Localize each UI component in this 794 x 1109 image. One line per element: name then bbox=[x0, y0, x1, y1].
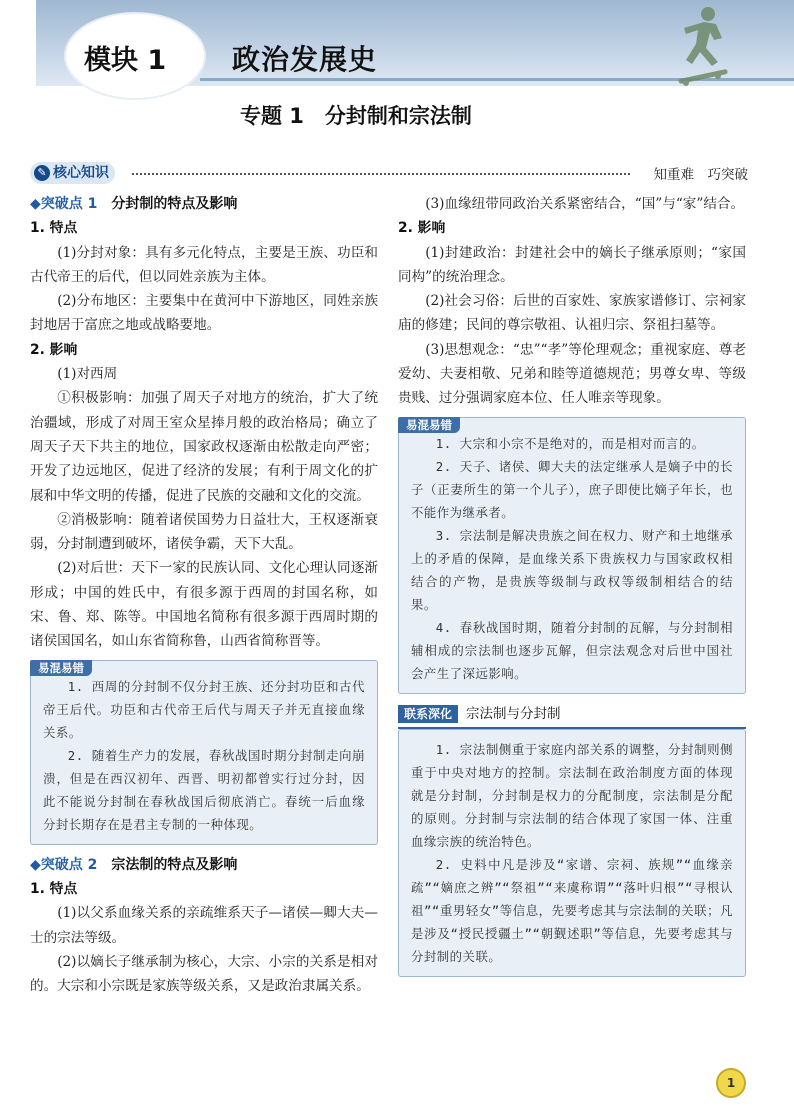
core-knowledge-tagline: 知重难 巧突破 bbox=[653, 167, 748, 183]
core-knowledge-label: 核心知识 bbox=[53, 165, 109, 181]
note-text: 1. 西周的分封制不仅分封王族、还分封功臣和古代帝王后代。功臣和古代帝王后代与周天子并无直接血缘关系。 bbox=[43, 678, 365, 740]
core-knowledge-bar bbox=[30, 162, 748, 184]
module-label: 模块 1 bbox=[84, 45, 167, 76]
section-heading: 1. 特点 bbox=[30, 880, 78, 897]
note-text: 4. 春秋战国时期，随着分封制的瓦解，与分封制相辅相成的宗法制也逐步瓦解，但宗法观念对后世中国社会产生了深远影响。 bbox=[411, 619, 733, 681]
link-deepen-box bbox=[398, 729, 746, 977]
note-text: 2. 随着生产力的发展，春秋战国时期分封制走向崩溃，但是在西汉初年、西晋、明初都曾实行过分封，因此不能说分封制在春秋战国后彻底消亡。春统一后血缘分封长期存在是君主专制的一种体现。 bbox=[43, 747, 365, 832]
section-heading: 2. 影响 bbox=[398, 220, 446, 237]
diamond-bullet-icon: ◆ bbox=[30, 196, 41, 212]
paragraph: ②消极影响：随着诸侯国势力日益壮大，王权逐渐衰弱，分封制遭到破坏，诸侯争霸，天下大乱。 bbox=[30, 511, 378, 553]
link-deepen-tag: 联系深化 bbox=[398, 705, 458, 723]
diamond-bullet-icon: ◆ bbox=[30, 856, 41, 873]
mistake-note-tag: 易混易错 bbox=[30, 660, 92, 676]
paragraph: (3)血缘纽带同政治关系紧密结合，“国”与“家”结合。 bbox=[425, 196, 745, 212]
point-1-name: 分封制的特点及影响 bbox=[111, 196, 238, 212]
dotted-divider bbox=[132, 173, 630, 175]
point-1-heading bbox=[30, 192, 378, 216]
note-text: 2. 史料中凡是涉及“家谱、宗祠、族规”“血缘亲疏”“嫡庶之辨”“祭祖”“来虞称谓”“落叶归根”“寻根认祖”“重男轻女”等信息，先要考虑其与宗法制的关联；凡是涉及“授民授疆土”“朝觐述职”等信息，先要考虑其与分封制的关联。 bbox=[411, 856, 733, 964]
point-1-label: 突破点 1 bbox=[40, 196, 98, 212]
paragraph: (2)社会习俗：后世的百家姓、家族家谱修订、宗祠家庙的修建；民间的尊宗敬祖、认祖归宗、祭祖扫墓等。 bbox=[398, 293, 746, 334]
note-text: 3. 宗法制是解决贵族之间在权力、财产和土地继承上的矛盾的保障，是血缘关系下贵族权力与国家政权相结合的产物，是贵族等级制与政权等级制相结合的结果。 bbox=[411, 527, 733, 612]
left-column bbox=[30, 192, 378, 998]
paragraph: (2)对后世：天下一家的民族认同、文化心理认同逐渐形成；中国的姓氏中，有很多源于西周的封国名称，如宋、鲁、郑、陈等。中国地名简称有很多源于西周时期的诸侯国国名，如山东省简称鲁，山西省简称晋等。 bbox=[30, 560, 378, 650]
knowledge-icon: ✎ bbox=[34, 165, 50, 181]
skateboarder-icon bbox=[664, 4, 740, 90]
topic-title: 专题 1 分封制和宗法制 bbox=[240, 104, 472, 128]
note-text: 1. 宗法制侧重于家庭内部关系的调整，分封制则侧重于中央对地方的控制。宗法制在政治制度方面的体现就是分封制，分封制是权力的分配制度，宗法制是分配的原则。分封制与宗法制的结合体现了家国一体、注重血缘宗族的统治特色。 bbox=[411, 741, 733, 849]
core-knowledge-badge bbox=[30, 162, 115, 184]
paragraph: (3)思想观念：“忠”“孝”等伦理观念；重视家庭、尊老爱幼、夫妻相敬、兄弟和睦等道德规范；男尊女卑、等级贵贱、过分强调家庭本位、任人唯亲等现象。 bbox=[398, 341, 746, 407]
mistake-note-tag: 易混易错 bbox=[398, 417, 460, 433]
paragraph: (1)对西周 bbox=[57, 366, 118, 383]
link-deepen-title: 宗法制与分封制 bbox=[466, 705, 561, 722]
paragraph: ①积极影响：加强了周天子对地方的统治，扩大了统治疆域，形成了对周王室众星捧月般的政治格局；确立了周天子天下共主的地位，国家政权逐渐由松散走向严密；开发了边远地区，促进了经济的发展；有利于周文化的扩展和中华文明的传播，促进了民族的交融和文化的交流。 bbox=[30, 390, 378, 504]
module-title: 政治发展史 bbox=[232, 43, 378, 76]
paragraph: (1)以父系血缘关系的亲疏维系天子—诸侯—卿大夫—士的宗法等级。 bbox=[30, 905, 378, 946]
point-2-heading bbox=[30, 853, 378, 877]
section-heading: 2. 影响 bbox=[30, 341, 78, 358]
page-number: 1 bbox=[716, 1068, 746, 1098]
mistake-note-box bbox=[30, 660, 378, 845]
section-heading: 1. 特点 bbox=[30, 220, 78, 237]
point-2-label: 突破点 2 bbox=[40, 856, 98, 873]
paragraph: (1)封建政治：封建社会中的嫡长子继承原则；“家国同构”的统治理念。 bbox=[398, 244, 746, 285]
paragraph: (2)分布地区：主要集中在黄河中下游地区，同姓亲族封地居于富庶之地或战略要地。 bbox=[30, 293, 378, 334]
link-deepen-heading bbox=[398, 702, 746, 726]
paragraph: (2)以嫡长子继承制为核心，大宗、小宗的关系是相对的。大宗和小宗既是家族等级关系，又是政治隶属关系。 bbox=[30, 953, 378, 995]
point-2-name: 宗法制的特点及影响 bbox=[111, 856, 238, 873]
paragraph: (1)分封对象：具有多元化特点，主要是王族、功臣和古代帝王的后代，但以同姓亲族为主体。 bbox=[30, 244, 378, 285]
right-column bbox=[398, 192, 746, 985]
note-text: 2. 天子、诸侯、卿大夫的法定继承人是嫡子中的长子（正妻所生的第一个儿子），庶子即使比嫡子年长，也不能作为继承者。 bbox=[411, 458, 733, 520]
note-text: 1. 大宗和小宗不是绝对的，而是相对而言的。 bbox=[435, 435, 705, 451]
mistake-note-box bbox=[398, 417, 746, 694]
